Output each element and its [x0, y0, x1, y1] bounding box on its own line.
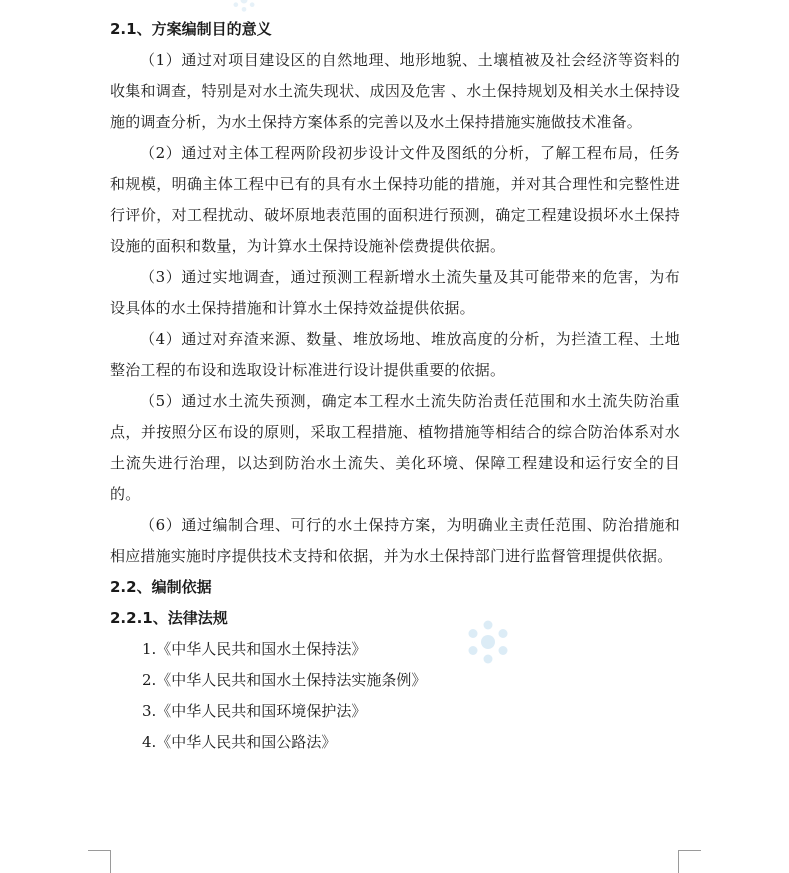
section-heading-2-2: 2.2、编制依据 — [110, 578, 212, 596]
section-heading-2-2-1: 2.2.1、法律法规 — [110, 609, 228, 627]
list-item: 1.《中华人民共和国水土保持法》 — [142, 640, 367, 658]
list-item: 4.《中华人民共和国公路法》 — [142, 733, 337, 751]
paragraph-3: （3）通过实地调查，通过预测工程新增水土流失量及其可能带来的危害，为布设具体的水土保持措施和计算水土保持效益提供依据。 — [110, 268, 680, 317]
paragraph-5: （5）通过水土流失预测，确定本工程水土流失防治责任范围和水土流失防治重点，并按照分区布设的原则，采取工程措施、植物措施等相结合的综合防治体系对水土流失进行治理，以达到防治水土流失、美化环境、保障工程建设和运行安全的目的。 — [110, 392, 680, 503]
paragraph-1: （1）通过对项目建设区的自然地理、地形地貌、土壤植被及社会经济等资料的收集和调查，特别是对水土流失现状、成因及危害 、水土保持规划及相关水土保持设施的调查分析，为水土保持方案体系的完善以及水土保持措施实施做技术准备。 — [110, 51, 680, 131]
snowflake-watermark-icon — [464, 618, 512, 666]
paragraph-6: （6）通过编制合理、可行的水土保持方案，为明确业主责任范围、防治措施和相应措施实施时序提供技术支持和依据，并为水土保持部门进行监督管理提供依据。 — [110, 516, 680, 565]
section-heading-2-1: 2.1、方案编制目的意义 — [110, 20, 272, 38]
paragraph-4: （4）通过对弃渣来源、数量、堆放场地、堆放高度的分析，为拦渣工程、土地整治工程的布设和选取设计标准进行设计提供重要的依据。 — [110, 330, 680, 379]
list-item: 2.《中华人民共和国水土保持法实施条例》 — [142, 671, 427, 689]
corner-mark-bottom-left — [88, 850, 111, 873]
paragraph-2: （2）通过对主体工程两阶段初步设计文件及图纸的分析，了解工程布局，任务和规模，明确主体工程中已有的具有水土保持功能的措施，并对其合理性和完整性进行评价，对工程扰动、破坏原地表范围的面积进行预测，确定工程建设损坏水土保持设施的面积和数量，为计算水土保持设施补偿费提供依据。 — [110, 144, 680, 255]
document-body — [110, 14, 680, 758]
list-item: 3.《中华人民共和国环境保护法》 — [142, 702, 367, 720]
snowflake-watermark-icon — [230, 0, 258, 14]
corner-mark-bottom-right — [678, 850, 701, 873]
